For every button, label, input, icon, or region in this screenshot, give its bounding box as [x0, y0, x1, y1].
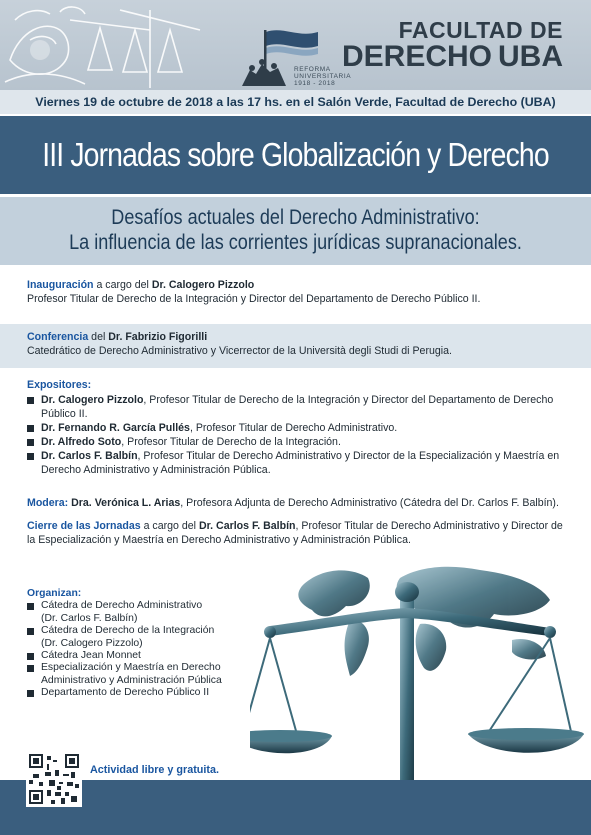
- organizer-line1: Cátedra de Derecho Administrativo: [41, 600, 203, 612]
- qr-code-icon: [29, 754, 79, 804]
- moderator-role: , Profesora Adjunta de Derecho Administrativo (Cátedra del Dr. Carlos F. Balbín).: [180, 497, 559, 509]
- free-activity-note: Actividad libre y gratuita.: [90, 764, 219, 776]
- organizer-line1: Departamento de Derecho Público II: [41, 687, 210, 699]
- organizer-item: [27, 625, 257, 650]
- organizer-item: [27, 600, 257, 625]
- speaker-role: , Profesor Titular de Derecho de la Integración.: [121, 436, 341, 448]
- speaker-role: , Profesor Titular de Derecho Administrativo y Director de la Especialización y Maestría en Derecho Administrativo y Administración Pública.: [41, 450, 560, 476]
- speakers-section: [0, 377, 591, 477]
- subtitle-line2: La influencia de las corrientes jurídicas supranacionales.: [69, 231, 522, 254]
- faculty-line1: FACULTAD DE: [398, 17, 563, 43]
- inauguration-label: Inauguración: [27, 279, 94, 291]
- moderator-person: Dra. Verónica L. Arias: [68, 497, 181, 509]
- inauguration-person: Dr. Calogero Pizzolo: [151, 279, 255, 291]
- speakers-label: Expositores:: [27, 379, 92, 391]
- organizer-line2: (Dr. Carlos F. Balbín): [41, 612, 138, 624]
- speaker-item: [27, 421, 571, 435]
- organizers-section: [27, 588, 257, 700]
- conference-heading: [27, 330, 571, 344]
- closing-label: Cierre de las Jornadas: [27, 520, 141, 532]
- event-dateline: Viernes 19 de octubre de 2018 a las 17 hs. en el Salón Verde, Facultad de Derecho (UBA): [0, 90, 591, 114]
- closing-section: [0, 519, 591, 547]
- faculty-line2: [342, 42, 563, 72]
- organizer-line1: Cátedra Jean Monnet: [41, 650, 141, 662]
- closing-connector: a cargo del: [140, 520, 199, 532]
- organizer-line1: Especialización y Maestría en Derecho: [41, 662, 221, 674]
- closing-role: , Profesor Titular de Derecho Administrativo y Director de la Especialización y Maestría en Derecho Administrativo y Administración Pública.: [27, 520, 563, 546]
- event-title: III Jornadas sobre Globalización y Derecho: [42, 136, 549, 173]
- subtitle-band: [0, 197, 591, 265]
- speaker-name: Dr. Calogero Pizzolo: [41, 394, 144, 406]
- conference-person: Dr. Fabrizio Figorilli: [108, 331, 208, 343]
- reforma-line2: UNIVERSITARIA: [294, 73, 352, 80]
- organizer-line2: Administrativo y Administración Pública: [41, 674, 222, 686]
- reforma-line1: REFORMA: [294, 66, 331, 73]
- speaker-role: , Profesor Titular de Derecho de la Integración y Director del Departamento de Derecho Público II.: [41, 394, 554, 420]
- speaker-item: [27, 449, 571, 477]
- conference-connector: del: [88, 331, 109, 343]
- organizer-item: [27, 662, 257, 687]
- speaker-item: [27, 435, 571, 449]
- inauguration-role: Profesor Titular de Derecho de la Integración y Director del Departamento de Derecho Público II.: [27, 293, 481, 305]
- poster-header: [0, 0, 591, 90]
- speaker-name: Dr. Alfredo Soto: [41, 436, 122, 448]
- faculty-logo: [342, 18, 563, 72]
- speaker-item: [27, 393, 571, 421]
- justice-sketch-illustration: [0, 0, 230, 90]
- conference-role: Catedrático de Derecho Administrativo y Vicerrector de la Università degli Studi di Perugia.: [27, 345, 452, 357]
- faculty-uba: UBA: [498, 40, 563, 73]
- speaker-name: Dr. Carlos F. Balbín: [41, 450, 138, 462]
- speakers-list: [27, 393, 571, 477]
- footer-band: [0, 780, 591, 835]
- conference-section: [0, 324, 591, 368]
- organizers-label: Organizan:: [27, 588, 82, 599]
- organizer-item: [27, 687, 257, 699]
- qr-code[interactable]: [26, 751, 82, 807]
- moderator-section: [0, 496, 591, 510]
- faculty-derecho: DERECHO: [341, 40, 492, 73]
- inauguration-section: [0, 272, 591, 316]
- organizer-item: [27, 650, 257, 662]
- organizer-line2: (Dr. Calogero Pizzolo): [41, 637, 143, 649]
- speaker-role: , Profesor Titular de Derecho Administrativo.: [189, 422, 398, 434]
- conference-label: Conferencia: [27, 331, 89, 343]
- speaker-name: Dr. Fernando R. García Pullés: [41, 422, 190, 434]
- moderator-label: Modera:: [27, 497, 69, 509]
- inauguration-connector: a cargo del: [93, 279, 152, 291]
- closing-person: Dr. Carlos F. Balbín: [198, 520, 296, 532]
- organizer-line1: Cátedra de Derecho de la Integración: [41, 625, 215, 637]
- inauguration-heading: [27, 278, 571, 292]
- subtitle-line1: Desafíos actuales del Derecho Administrativo:: [111, 206, 480, 229]
- title-band: [0, 116, 591, 194]
- reforma-line3: 1918 - 2018: [294, 80, 336, 87]
